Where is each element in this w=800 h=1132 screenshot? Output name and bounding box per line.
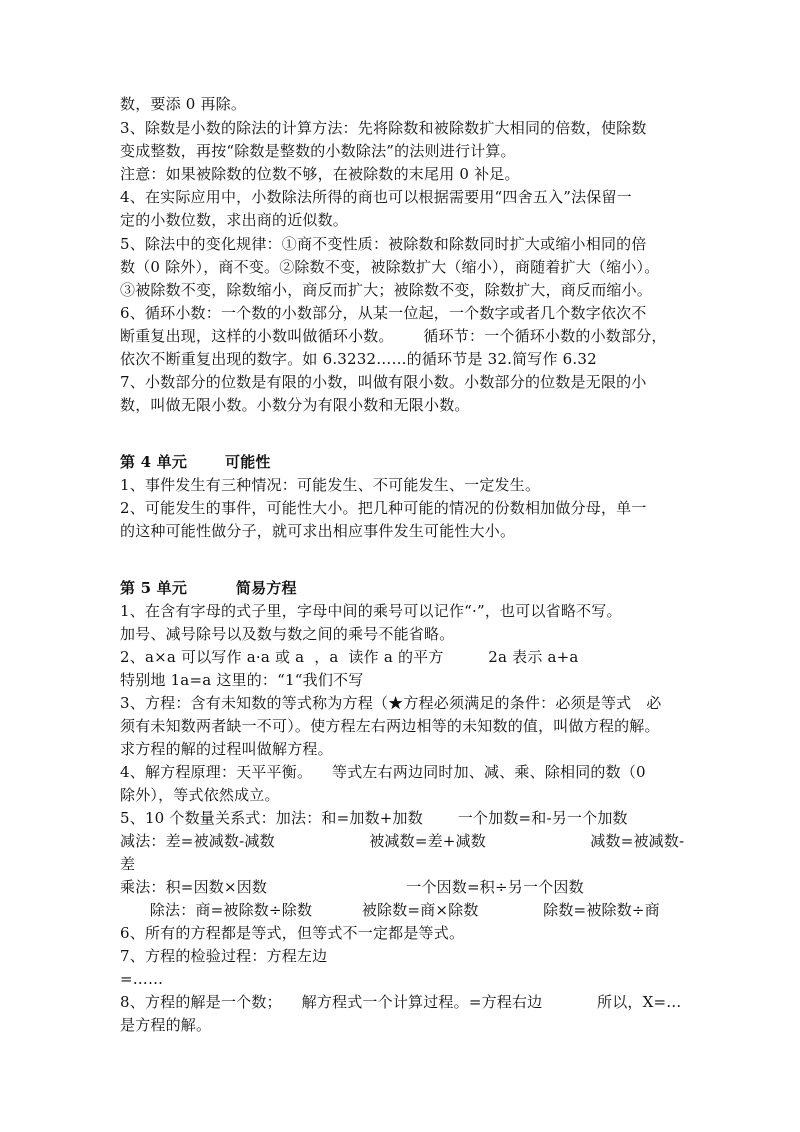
text-line: 乘法：积=因数×因数 一个因数=积÷另一个因数 xyxy=(120,878,584,896)
text-line: 差 xyxy=(120,855,136,873)
text-line: 数（0 除外），商不变。②除数不变，被除数扩大（缩小），商随着扩大（缩小）。 xyxy=(120,258,660,276)
text-line: 的这种可能性做分子，就可求出相应事件发生可能性大小。 xyxy=(120,522,516,540)
text-line: 除外），等式依然成立。 xyxy=(120,786,280,804)
text-line: 7、小数部分的位数是有限的小数，叫做有限小数。小数部分的位数是无限的小 xyxy=(120,373,647,391)
text-line: 加号、减号除号以及数与数之间的乘号不能省略。 xyxy=(120,625,455,643)
text-line: 8、方程的解是一个数； 解方程式一个计算过程。=方程右边 所以，X=… xyxy=(120,993,682,1011)
text-line: 依次不断重复出现的数字。如 6.3232……的循环节是 32.简写作 6.32 xyxy=(120,350,597,368)
text-line: 减法：差=被减数-减数 被减数=差+减数 减数=被减数- xyxy=(120,832,685,850)
text-line: 须有未知数两者缺一不可）。使方程左右两边相等的未知数的值，叫做方程的解。 xyxy=(120,717,660,735)
text-line: 注意：如果被除数的位数不够，在被除数的末尾用 0 补足。 xyxy=(120,165,520,183)
text-line: 2、可能发生的事件，可能性大小。把几种可能的情况的份数相加做分母，单一 xyxy=(120,499,647,517)
text-line: 3、除数是小数的除法的计算方法：先将除数和被除数扩大相同的倍数，使除数 xyxy=(120,119,647,137)
text-line: 变成整数，再按“除数是整数的小数除法”的法则进行计算。 xyxy=(120,142,516,160)
text-line: ③被除数不变，除数缩小，商反而扩大；被除数不变，除数扩大，商反而缩小。 xyxy=(120,281,653,299)
text-line: 数，要添 0 再除。 xyxy=(120,95,247,113)
text-line: 1、事件发生有三种情况：可能发生、不可能发生、一定发生。 xyxy=(120,476,541,494)
text-line: 断重复出现，这样的小数叫做循环小数。 循环节：一个循环小数的小数部分， xyxy=(120,327,667,345)
text-line: 定的小数位数，求出商的近似数。 xyxy=(120,211,349,229)
text-line: 特别地 1a=a 这里的：“1“我们不写 xyxy=(120,671,364,689)
unit5-heading: 第 5 单元 简易方程 xyxy=(120,579,297,597)
text-line: 3、方程：含有未知数的等式称为方程（★方程必须满足的条件：必须是等式 必 xyxy=(120,694,662,712)
text-line: 6、循环小数：一个数的小数部分，从某一位起，一个数字或者几个数字依次不 xyxy=(120,304,647,322)
text-line: 是方程的解。 xyxy=(120,1016,212,1034)
text-line: =…… xyxy=(120,970,164,988)
unit4-heading: 第 4 单元 可能性 xyxy=(120,453,271,471)
text-line: 7、方程的检验过程：方程左边 xyxy=(120,947,328,965)
text-line: 5、10 个数量关系式：加法：和=加数+加数 一个加数=和-另一个加数 xyxy=(120,809,628,827)
text-line: 除法：商=被除数÷除数 被除数=商×除数 除数=被除数÷商 xyxy=(120,901,660,919)
text-line: 5、除法中的变化规律：①商不变性质：被除数和除数同时扩大或缩小相同的倍 xyxy=(120,235,647,253)
text-line: 1、在含有字母的式子里，字母中间的乘号可以记作“·”，也可以省略不写。 xyxy=(120,602,622,620)
text-line: 6、所有的方程都是等式，但等式不一定都是等式。 xyxy=(120,924,465,942)
text-line: 4、解方程原理：天平平衡。 等式左右两边同时加、减、乘、除相同的数（0 xyxy=(120,763,646,781)
text-line: 求方程的解的过程叫做解方程。 xyxy=(120,740,333,758)
text-line: 4、在实际应用中，小数除法所得的商也可以根据需要用“四舍五入”法保留一 xyxy=(120,188,632,206)
text-line: 2、a×a 可以写作 a·a 或 a ，a 读作 a 的平方 2a 表示 a+a xyxy=(120,648,579,666)
text-line: 数，叫做无限小数。小数分为有限小数和无限小数。 xyxy=(120,396,470,414)
